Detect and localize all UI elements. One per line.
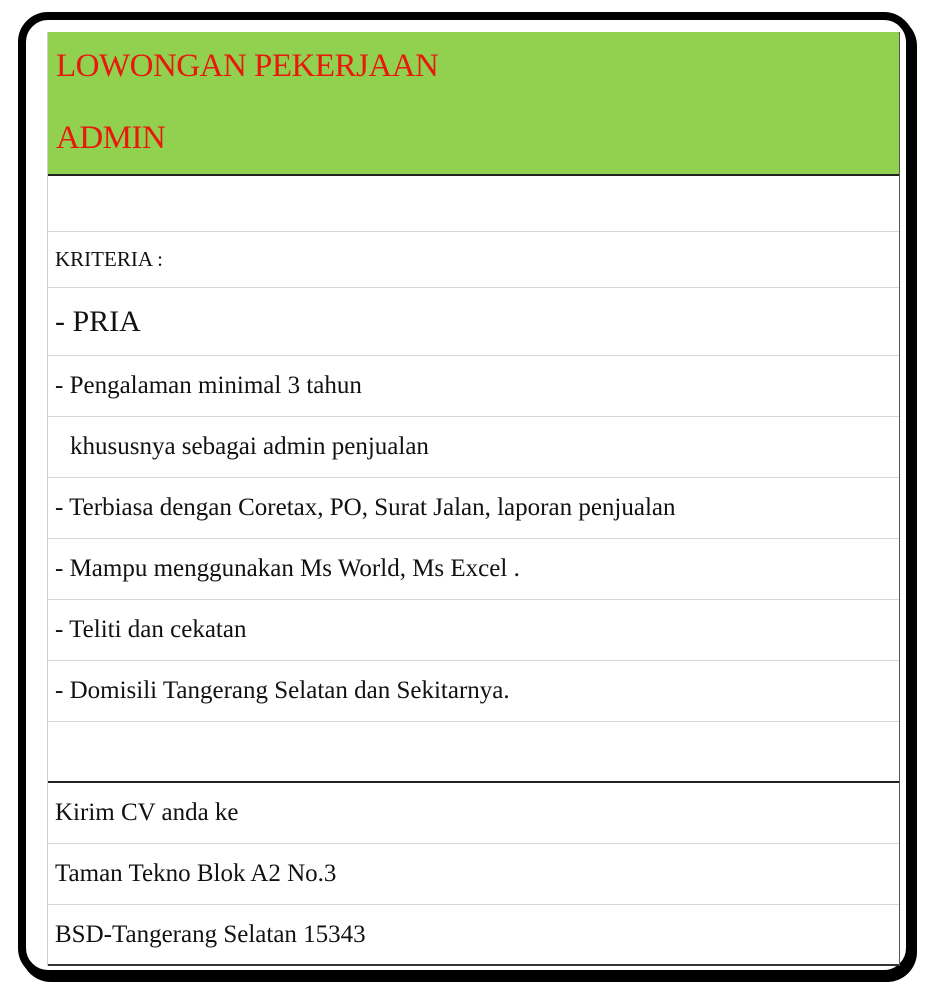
criteria-item: - Mampu menggunakan Ms World, Ms Excel . xyxy=(48,539,899,600)
contact-line: Kirim CV anda ke xyxy=(48,783,899,844)
criteria-label: KRITERIA : xyxy=(48,232,899,288)
header-banner xyxy=(48,32,899,176)
title-line-1: LOWONGAN PEKERJAAN xyxy=(56,48,439,84)
blank-row xyxy=(48,722,899,783)
criteria-item: - PRIA xyxy=(48,288,899,356)
criteria-item: - Terbiasa dengan Coretax, PO, Surat Jalan, laporan penjualan xyxy=(48,478,899,539)
title-line-2: ADMIN xyxy=(56,120,166,156)
criteria-item: - Pengalaman minimal 3 tahun xyxy=(48,356,899,417)
criteria-item: - Domisili Tangerang Selatan dan Sekitarnya. xyxy=(48,661,899,722)
blank-row xyxy=(48,176,899,232)
contact-line: BSD-Tangerang Selatan 15343 xyxy=(48,905,899,966)
job-vacancy-sheet xyxy=(47,32,900,966)
criteria-item: khususnya sebagai admin penjualan xyxy=(48,417,899,478)
criteria-item: - Teliti dan cekatan xyxy=(48,600,899,661)
contact-line: Taman Tekno Blok A2 No.3 xyxy=(48,844,899,905)
